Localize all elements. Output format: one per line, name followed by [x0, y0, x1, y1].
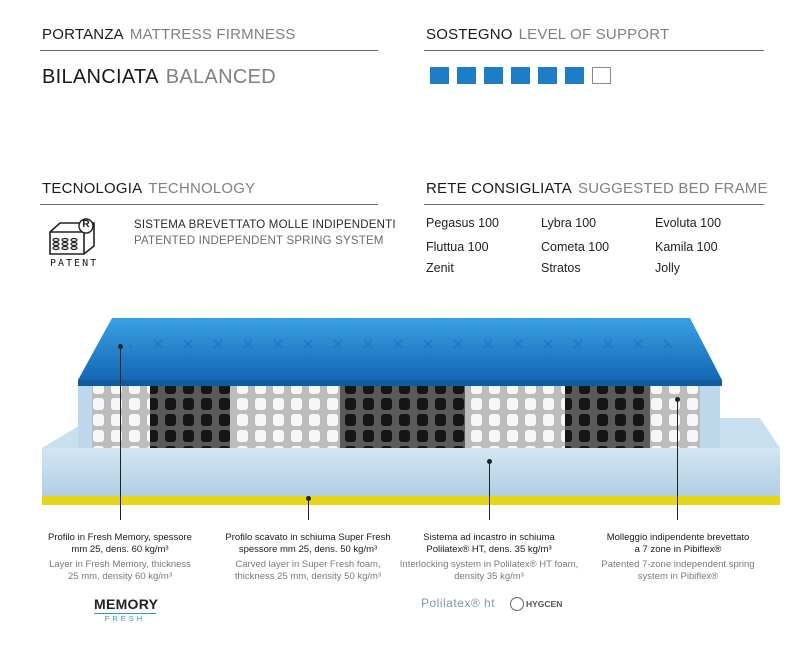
callout-line	[120, 348, 121, 520]
callout-line	[677, 401, 678, 520]
spring-zone-firm	[150, 378, 230, 448]
interlock-frame	[700, 378, 720, 448]
yellow-layer	[42, 496, 780, 505]
memory-foam-edge	[78, 380, 722, 386]
support-level-square-empty	[592, 67, 611, 84]
layer-caption-polilatex: Sistema ad incastro in schiuma Polilatex® HT, dens. 35 kg/m³ Interlocking system in Polilatex® HT foam, density 35 kg/m³	[399, 532, 579, 582]
technology-header: TECNOLOGIA TECHNOLOGY	[42, 180, 256, 197]
firmness-value: BILANCIATA BALANCED	[42, 66, 276, 88]
support-level-square-filled	[484, 67, 503, 84]
support-level-square-filled	[538, 67, 557, 84]
registered-mark: R	[82, 219, 90, 230]
hygcen-icon	[510, 597, 524, 611]
bed-frame-item: Lybra 100	[541, 216, 597, 230]
layer-caption-memory: Profilo in Fresh Memory, spessore mm 25, dens. 60 kg/m³ Layer in Fresh Memory, thickness 25 mm, density 60 kg/m³	[48, 532, 192, 582]
spring-zone-firm	[340, 378, 465, 448]
support-level-square-filled	[430, 67, 449, 84]
bed-frame-item: Zenit	[426, 261, 454, 275]
memory-fresh-logo: MEMORY FRESH	[94, 596, 159, 623]
support-level-meter	[430, 67, 620, 85]
support-divider	[424, 50, 764, 51]
patent-label: PATENT	[50, 258, 99, 269]
bed-frame-item: Jolly	[655, 261, 681, 275]
base-foam-layer	[42, 448, 780, 496]
bed-frame-divider	[424, 204, 764, 205]
support-level-square-filled	[457, 67, 476, 84]
technology-description-it: SISTEMA BREVETTATO MOLLE INDIPENDENTI	[134, 219, 396, 231]
callout-line	[308, 500, 309, 520]
polilatex-logo: Polilatex® ht	[421, 596, 496, 610]
interlock-frame	[78, 378, 92, 448]
technology-divider	[40, 204, 378, 205]
bed-frame-item: Cometa 100	[541, 240, 610, 254]
patent-badge	[44, 214, 104, 274]
bed-frame-item: Fluttua 100	[426, 240, 489, 254]
technology-description-en: PATENTED INDEPENDENT SPRING SYSTEM	[134, 235, 384, 247]
support-level-square-filled	[511, 67, 530, 84]
firmness-divider	[40, 50, 378, 51]
bed-frame-item: Stratos	[541, 261, 581, 275]
carved-pattern	[110, 330, 690, 372]
hygcen-logo: HYGCEN	[510, 596, 562, 612]
bed-frame-item: Evoluta 100	[655, 216, 722, 230]
layer-caption-super-fresh: Profilo scavato in schiuma Super Fresh spessore mm 25, dens. 50 kg/m³ Carved layer in Super Fresh foam, thickness 25 mm, density 50 kg/m³	[225, 532, 391, 582]
spring-zone-firm	[565, 378, 650, 448]
support-level-square-filled	[565, 67, 584, 84]
support-header: SOSTEGNO LEVEL OF SUPPORT	[426, 26, 670, 43]
callout-line	[489, 463, 490, 520]
bed-frame-item: Kamila 100	[655, 240, 718, 254]
bed-frame-header: RETE CONSIGLIATA SUGGESTED BED FRAME	[426, 180, 768, 197]
layer-caption-springs: Molleggio indipendente brevettato a 7 zone in Pibiflex® Patented 7-zone independent spring system in Pibiflex®	[601, 532, 755, 582]
bed-frame-item: Pegasus 100	[426, 216, 499, 230]
firmness-header: PORTANZA MATTRESS FIRMNESS	[42, 26, 296, 43]
